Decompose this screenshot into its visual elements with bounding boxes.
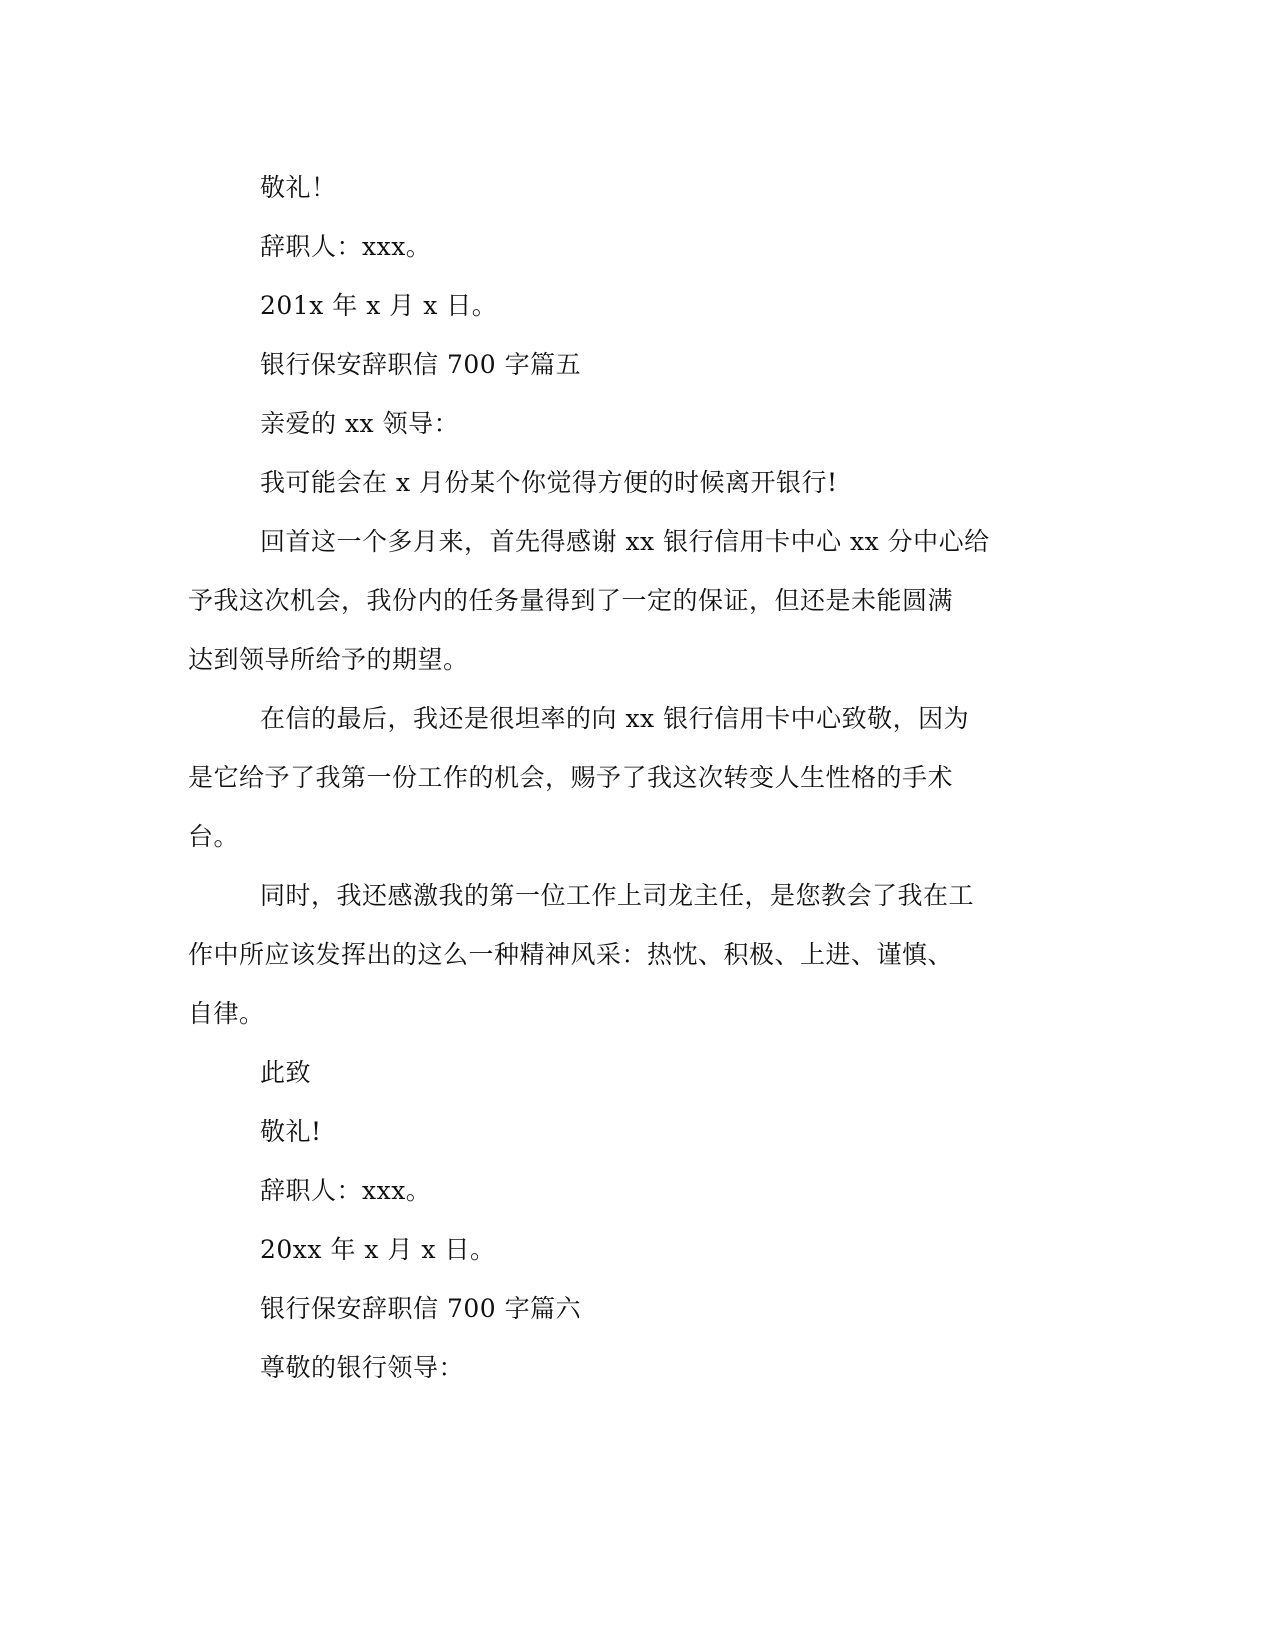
greeting-line: 尊敬的银行领导： <box>260 1353 465 1382</box>
paragraph-line: 达到领导所给予的期望。 <box>188 645 469 674</box>
paragraph-line: 在信的最后，我还是很坦率的向 xx 银行信用卡中心致敬，因为 <box>260 704 970 733</box>
paragraph-line: 是它给予了我第一份工作的机会，赐予了我这次转变人生性格的手术 <box>188 763 954 792</box>
paragraph-line: 自律。 <box>188 999 265 1028</box>
greeting-line: 亲爱的 xx 领导： <box>260 409 460 438</box>
paragraph-line: 台。 <box>188 822 240 851</box>
paragraph-line: 回首这一个多月来，首先得感谢 xx 银行信用卡中心 xx 分中心给 <box>260 527 990 556</box>
section-heading: 银行保安辞职信 700 字篇五 <box>260 350 582 379</box>
signer-line: 辞职人：xxx。 <box>260 1176 432 1205</box>
date-line: 20xx 年 x 月 x 日。 <box>260 1235 496 1264</box>
paragraph <box>188 512 1088 689</box>
signer-line: 辞职人：xxx。 <box>260 232 432 261</box>
paragraph-line: 作中所应该发挥出的这么一种精神风采：热忱、积极、上进、谨慎、 <box>188 940 954 969</box>
paragraph-line: 同时，我还感激我的第一位工作上司龙主任，是您教会了我在工 <box>260 881 975 910</box>
paragraph: 我可能会在 x 月份某个你觉得方便的时候离开银行! <box>260 468 838 497</box>
letter-body <box>188 158 1088 1397</box>
paragraph <box>188 866 1088 1043</box>
section-heading: 银行保安辞职信 700 字篇六 <box>260 1294 582 1323</box>
closing-line: 此致 <box>260 1058 312 1087</box>
date-line: 201x 年 x 月 x 日。 <box>260 291 498 320</box>
salute-line: 敬礼! <box>260 1117 322 1146</box>
salute-line: 敬礼！ <box>260 173 337 202</box>
paragraph-line: 予我这次机会，我份内的任务量得到了一定的保证，但还是未能圆满 <box>188 586 954 615</box>
paragraph <box>188 689 1088 866</box>
